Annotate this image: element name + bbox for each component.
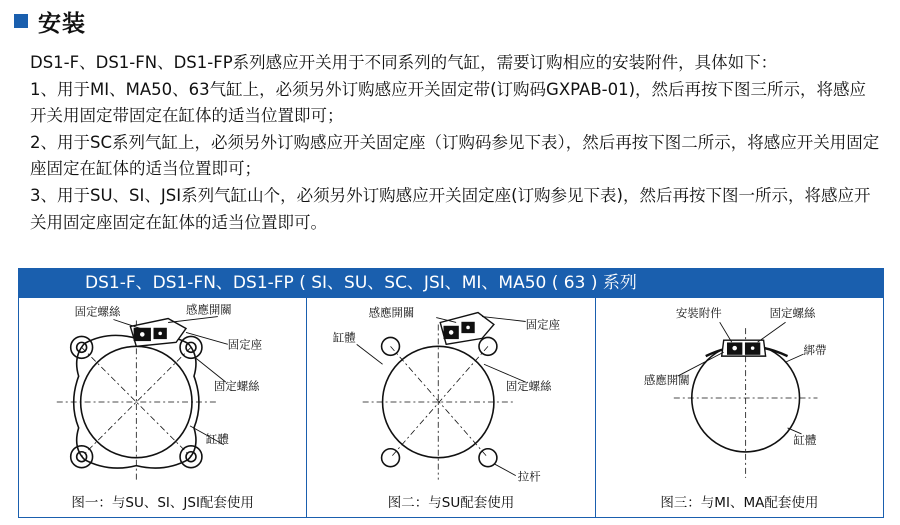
fig3-label-fixing-screw: 固定螺絲 — [769, 306, 816, 321]
fig1-label-fixing-screw-top: 固定螺絲 — [74, 304, 121, 319]
fig3-label-sensor-switch: 感應開關 — [643, 373, 690, 388]
figure-3-drawing — [596, 298, 883, 517]
fig1-label-cylinder: 缸體 — [205, 431, 229, 446]
paragraph-item-1: 1、用于MI、MA50、63气缸上，必须另外订购感应开关固定带(订购码GXPAB-01)，然后再按下图三所示，将感应开关用固定带固定在缸体的适当位置即可； — [30, 79, 867, 126]
figure-2-drawing — [307, 298, 594, 517]
fig3-label-strap: 綁帶 — [803, 343, 827, 358]
fig2-label-sensor-switch: 感應開關 — [368, 305, 415, 320]
fig1-label-sensor-switch: 感應開關 — [186, 302, 232, 317]
fig2-label-tie-rod: 拉杆 — [518, 469, 541, 484]
panel-header: DS1-F、DS1-FN、DS1-FP ( SI、SU、SC、JSI、MI、MA50 ( 63 ) 系列 — [19, 269, 883, 298]
fig3-label-cylinder: 缸體 — [793, 432, 817, 447]
installation-figures-panel — [18, 268, 884, 518]
section-marker — [14, 14, 28, 28]
paragraph-item-3: 3、用于SU、SI、JSI系列气缸山个，必须另外订购感应开关固定座(订购参见下表)，然后再按下图一所示，将感应开关用固定座固定在缸体的适当位置即可。 — [30, 185, 871, 232]
paragraph-item-2: 2、用于SC系列气缸上，必须另外订购感应开关固定座（订购码参见下表），然后再按下图二所示，将感应开关用固定座固定在缸体的适当位置即可； — [30, 132, 880, 179]
fig2-label-cylinder: 缸體 — [333, 330, 357, 345]
figure-1-caption: 图一：与SU、SI、JSI配套使用 — [71, 495, 254, 511]
figure-2-caption: 图二：与SU配套使用 — [387, 495, 515, 511]
fig3-label-accessory: 安裝附件 — [675, 306, 722, 321]
fig2-label-fixing-seat: 固定座 — [526, 317, 561, 332]
figure-1-drawing — [19, 298, 306, 517]
instructions-text — [30, 50, 880, 236]
figure-2 — [306, 298, 594, 517]
section-title: 安装 — [38, 10, 86, 37]
fig1-label-fixing-screw-right: 固定螺絲 — [213, 379, 260, 394]
figure-3 — [595, 298, 883, 517]
fig2-label-fixing-screw: 固定螺絲 — [506, 379, 552, 394]
figure-1 — [19, 298, 306, 517]
figure-3-caption: 图三：与MI、MA配套使用 — [660, 495, 819, 511]
section-header — [14, 6, 86, 36]
fig1-label-fixing-seat: 固定座 — [227, 337, 263, 352]
paragraph-intro: DS1-F、DS1-FN、DS1-FP系列感应开关用于不同系列的气缸，需要订购相应的安装附件，具体如下： — [30, 53, 778, 72]
